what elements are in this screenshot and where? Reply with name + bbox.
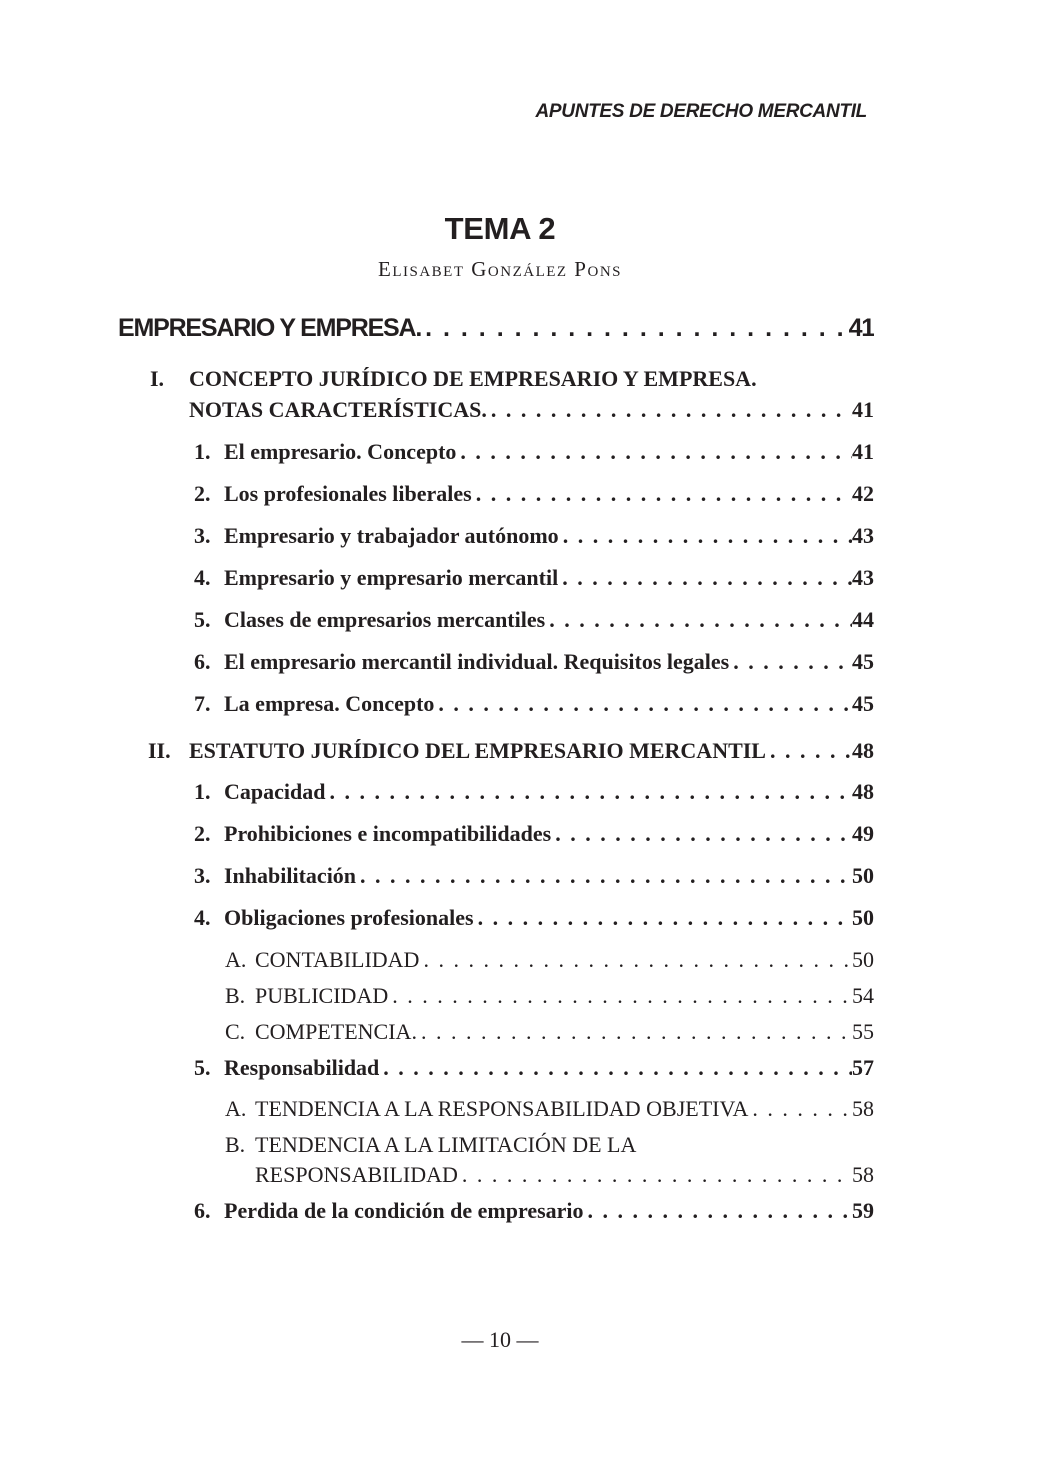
toc-leader-dots xyxy=(456,439,852,465)
toc-entry-label: ESTATUTO JURÍDICO DEL EMPRESARIO MERCANTIL xyxy=(189,738,766,763)
toc-item-number: 6. xyxy=(194,1198,211,1223)
toc-leader-dots xyxy=(545,607,852,633)
toc-page-number: 54 xyxy=(852,983,874,1008)
toc-item-number: 7. xyxy=(194,691,211,716)
toc-entry-label: Perdida de la condición de empresario xyxy=(224,1198,584,1223)
toc-entry-label: Obligaciones profesionales xyxy=(224,905,474,930)
toc-leader-dots xyxy=(584,1198,852,1224)
toc-leader-dots xyxy=(559,523,852,549)
toc-page-number: 50 xyxy=(852,863,874,888)
toc-leader-dots xyxy=(458,1162,852,1188)
toc-page-number: 58 xyxy=(852,1162,874,1187)
toc-page-number: 50 xyxy=(852,947,874,972)
toc-subentry-line2 xyxy=(255,1162,874,1188)
toc-entry-label: RESPONSABILIDAD xyxy=(255,1162,458,1187)
toc-leader-dots xyxy=(766,738,852,764)
toc-entry-label: Capacidad xyxy=(224,779,326,804)
toc-entry xyxy=(224,439,874,465)
toc-entry-top xyxy=(118,314,874,343)
toc-subentry xyxy=(255,947,874,973)
toc-page-number: 42 xyxy=(852,481,874,506)
toc-page-number: 48 xyxy=(852,779,874,804)
toc-page-number: 41 xyxy=(848,314,874,342)
toc-leader-dots xyxy=(487,397,852,423)
toc-page-number: 57 xyxy=(852,1055,874,1080)
toc-item-number: 1. xyxy=(194,779,211,804)
toc-section-number: II. xyxy=(148,738,171,763)
toc-entry xyxy=(224,607,874,633)
toc-subentry xyxy=(255,1096,874,1122)
toc-leader-dots xyxy=(474,905,852,931)
toc-page-number: 41 xyxy=(852,397,874,422)
toc-entry-label: La empresa. Concepto xyxy=(224,691,435,716)
toc-entry xyxy=(224,905,874,931)
toc-entry-label: Empresario y trabajador autónomo xyxy=(224,523,559,548)
toc-subentry xyxy=(255,983,874,1009)
toc-entry-label: TENDENCIA A LA RESPONSABILIDAD OBJETIVA xyxy=(255,1096,749,1121)
toc-page-number: 45 xyxy=(852,691,874,716)
toc-entry-label: Responsabilidad xyxy=(224,1055,380,1080)
toc-page-number: 58 xyxy=(852,1096,874,1121)
toc-subentry xyxy=(255,1019,874,1045)
toc-leader-dots xyxy=(472,481,852,507)
page-number: — 10 — xyxy=(461,1327,539,1352)
toc-subitem-letter: B. xyxy=(225,983,246,1008)
chapter-author: Elisabet González Pons xyxy=(378,257,622,281)
toc-leader-dots xyxy=(417,1019,852,1045)
toc-leader-dots xyxy=(434,691,852,717)
toc-subitem-letter: C. xyxy=(225,1019,246,1044)
toc-entry-label: Los profesionales liberales xyxy=(224,481,472,506)
toc-entry xyxy=(224,821,874,847)
toc-page-number: 50 xyxy=(852,905,874,930)
toc-leader-dots xyxy=(379,1055,852,1081)
toc-item-number: 1. xyxy=(194,439,211,464)
toc-leader-dots xyxy=(419,947,852,973)
toc-item-number: 4. xyxy=(194,565,211,590)
toc-subitem-letter: A. xyxy=(225,1096,247,1121)
toc-section-number: I. xyxy=(150,366,165,391)
toc-subitem-letter: A. xyxy=(225,947,247,972)
toc-entry xyxy=(224,565,874,591)
toc-page-number: 55 xyxy=(852,1019,874,1044)
toc-page-number: 43 xyxy=(852,565,874,590)
chapter-title: TEMA 2 xyxy=(444,211,556,246)
toc-item-number: 4. xyxy=(194,905,211,930)
toc-leader-dots xyxy=(551,821,852,847)
toc-entry xyxy=(224,523,874,549)
toc-entry-label: El empresario mercantil individual. Requisitos legales xyxy=(224,649,730,674)
toc-item-number: 2. xyxy=(194,481,211,506)
toc-leader-dots xyxy=(325,779,852,805)
toc-section-title-line1: CONCEPTO JURÍDICO DE EMPRESARIO Y EMPRESA. xyxy=(189,366,757,391)
toc-page-number: 43 xyxy=(852,523,874,548)
toc-entry-label: PUBLICIDAD xyxy=(255,983,389,1008)
toc-subitem-letter: B. xyxy=(225,1132,246,1157)
toc-leader-dots xyxy=(729,649,852,675)
toc-entry xyxy=(224,1198,874,1224)
toc-entry xyxy=(224,779,874,805)
toc-entry-label: Prohibiciones e incompatibilidades xyxy=(224,821,552,846)
toc-entry-label: EMPRESARIO Y EMPRESA. xyxy=(118,314,422,342)
toc-item-number: 5. xyxy=(194,607,211,632)
toc-page-number: 49 xyxy=(852,821,874,846)
toc-page-number: 48 xyxy=(852,738,874,763)
toc-page-number: 44 xyxy=(852,607,874,632)
toc-entry-label: CONTABILIDAD xyxy=(255,947,420,972)
toc-entry-label: Clases de empresarios mercantiles xyxy=(224,607,546,632)
toc-entry-label: Empresario y empresario mercantil xyxy=(224,565,559,590)
toc-item-number: 2. xyxy=(194,821,211,846)
toc-subentry-line1: TENDENCIA A LA LIMITACIÓN DE LA xyxy=(255,1132,637,1157)
toc-page-number: 45 xyxy=(852,649,874,674)
toc-leader-dots xyxy=(388,983,852,1009)
toc-item-number: 6. xyxy=(194,649,211,674)
toc-entry xyxy=(224,863,874,889)
toc-section-title xyxy=(189,738,874,764)
toc-page-number: 59 xyxy=(852,1198,874,1223)
toc-entry xyxy=(224,1055,874,1081)
toc-item-number: 3. xyxy=(194,523,211,548)
toc-entry-label: COMPETENCIA. xyxy=(255,1019,417,1044)
toc-entry xyxy=(224,649,874,675)
toc-entry-label: NOTAS CARACTERÍSTICAS. xyxy=(189,397,487,422)
toc-page-number: 41 xyxy=(852,439,874,464)
toc-leader-dots xyxy=(356,863,852,889)
toc-leader-dots xyxy=(421,314,848,343)
toc-entry-label: Inhabilitación xyxy=(224,863,357,888)
toc-entry-label: El empresario. Concepto xyxy=(224,439,457,464)
toc-item-number: 3. xyxy=(194,863,211,888)
running-head: APUNTES DE DERECHO MERCANTIL xyxy=(535,101,867,122)
toc-leader-dots xyxy=(558,565,852,591)
toc-leader-dots xyxy=(748,1096,852,1122)
toc-section-title-line2 xyxy=(189,397,874,423)
toc-entry xyxy=(224,481,874,507)
toc-item-number: 5. xyxy=(194,1055,211,1080)
toc-entry xyxy=(224,691,874,717)
